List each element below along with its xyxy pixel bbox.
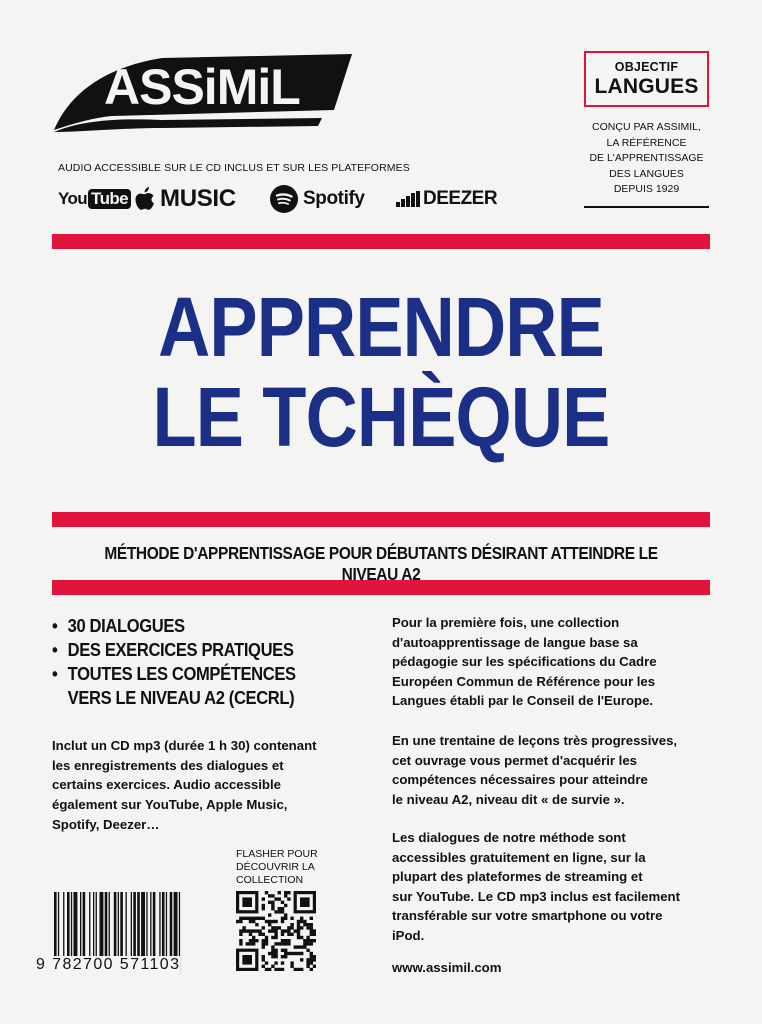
platform-logos: [58, 183, 498, 215]
list-item: • 30 DIALOGUES: [52, 614, 346, 638]
title-line1: APPRENDRE: [158, 280, 604, 374]
isbn-number: 9 782700 571103: [36, 956, 181, 973]
concu-par-assimil: CONÇU PAR ASSIMIL, LA RÉFÉRENCE DE L'APPRENTISSAGE DES LANGUES DEPUIS 1929: [589, 121, 704, 195]
apple-icon: [134, 186, 156, 212]
red-rule-middle: [52, 512, 710, 527]
feature-list: [52, 614, 372, 710]
list-item: • DES EXERCICES PRATIQUES: [52, 638, 346, 662]
deezer-bars-icon: [396, 191, 420, 207]
apple-music-logo: MUSIC: [134, 183, 236, 215]
badge-line2: LANGUES: [594, 75, 699, 98]
badge-line1: OBJECTIF: [614, 60, 679, 74]
divider: [584, 206, 709, 208]
paragraph-1: Pour la première fois, une collection d'autoapprentissage de langue base sa pédagogie sur les spécifications du Cadre Européen Commun de Référence pour les Langues établi par le Conseil de l'Europe.: [392, 615, 657, 709]
book-title: [52, 282, 710, 462]
website-link[interactable]: www.assimil.com: [392, 960, 502, 975]
paragraph-2: En une trentaine de leçons très progressives, cet ouvrage vous permet d'acquérir les compétences nécessaires pour atteindre le niveau A2, niveau dit « de survie ».: [392, 733, 678, 807]
registered-mark: ®: [338, 61, 347, 73]
qr-code[interactable]: [236, 891, 316, 971]
audio-note: AUDIO ACCESSIBLE SUR LE CD INCLUS ET SUR LES PLATEFORMES: [58, 162, 410, 174]
spotify-icon: [270, 185, 298, 213]
youtube-logo: You Tube: [58, 183, 131, 215]
list-item: • TOUTES LES COMPÉTENCES: [52, 662, 346, 686]
qr-caption: FLASHER POUR DÉCOUVRIR LA COLLECTION: [236, 848, 318, 886]
cd-description: Inclut un CD mp3 (durée 1 h 30) contenant les enregistrements des dialogues et certains exercices. Audio accessible également sur YouTube, Apple Music, Spotify, Deezer…: [52, 738, 317, 832]
paragraph-3: Les dialogues de notre méthode sont accessibles gratuitement en ligne, sur la plupart des plateformes de streaming et sur YouTube. Le CD mp3 inclus est facilement transférable sur votre smartphone ou votre iPod.: [392, 830, 680, 943]
deezer-logo: DEEZER: [396, 183, 497, 215]
red-rule-top: [52, 234, 710, 249]
spotify-logo: Spotify: [270, 183, 365, 215]
logo-text: ASSiMiL: [104, 59, 300, 115]
list-item-continuation: VERS LE NIVEAU A2 (CECRL): [67, 688, 295, 708]
title-line2: LE TCHÈQUE: [152, 370, 610, 464]
objectif-langues-badge: [584, 51, 709, 107]
assimil-logo: [52, 48, 362, 143]
book-subtitle: MÉTHODE D'APPRENTISSAGE POUR DÉBUTANTS DÉSIRANT ATTEINDRE LE NIVEAU A2: [104, 543, 658, 584]
